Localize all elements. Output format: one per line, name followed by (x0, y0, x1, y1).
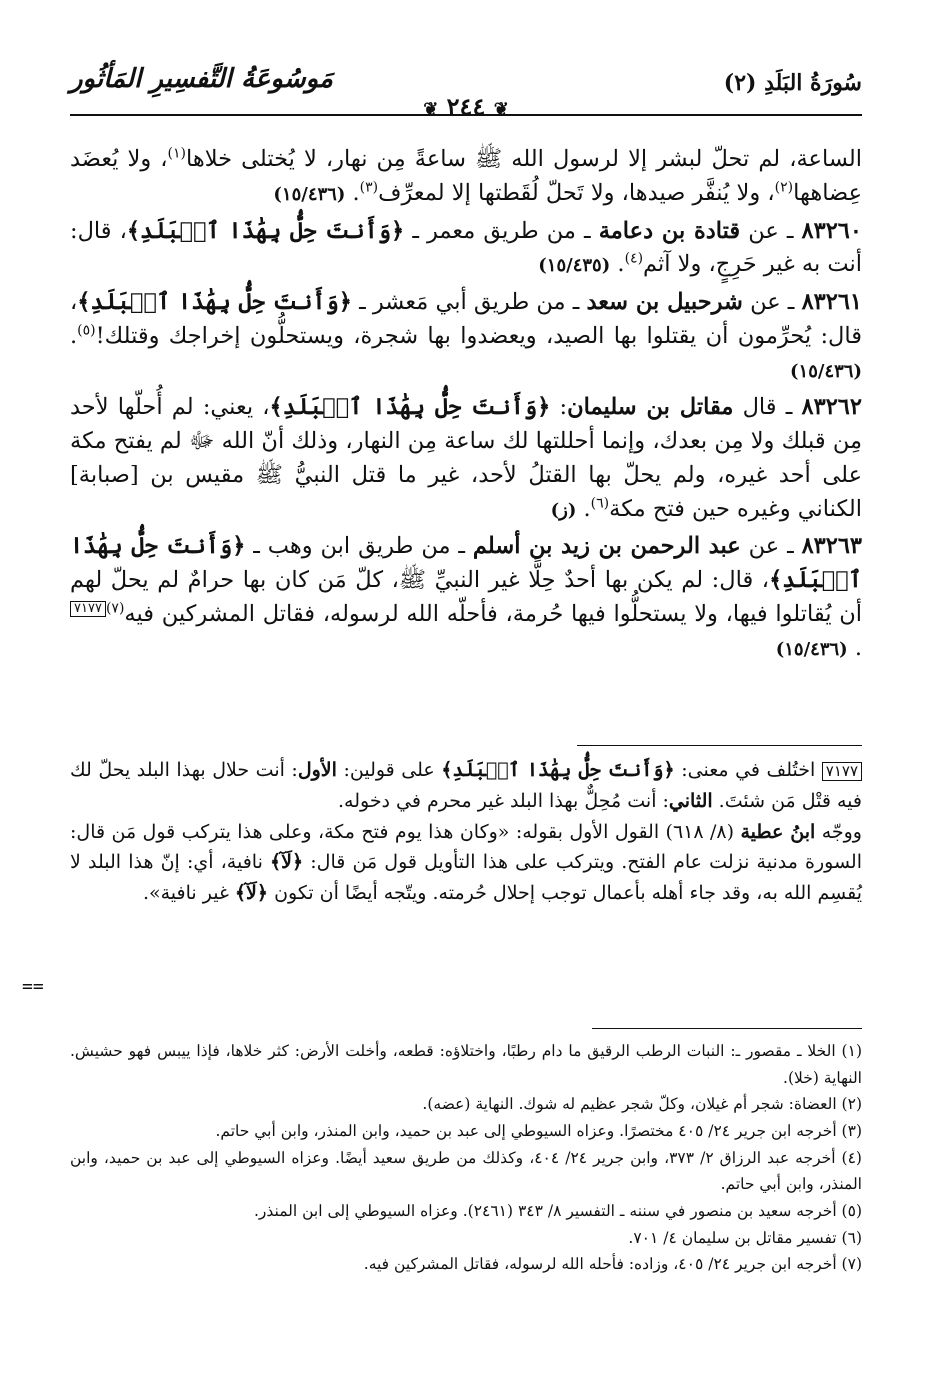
note-paragraph (70, 817, 862, 909)
text: ووجّه (815, 820, 862, 843)
text: ، ولا يُنفَّر صيدها، ولا تَحلّ لُقَطتها إلا لمعرِّف (378, 179, 775, 206)
footnote-marker: (٥) (77, 322, 96, 339)
text: ـ من طريق أبي مَعشر ـ (351, 289, 587, 315)
tarjih-notes (70, 755, 862, 909)
page-number-value: ٢٤٤ (446, 92, 486, 121)
text: نافية، أي: إنّ هذا البلد لا يُقسِم الله به، وقد جاء أهله بأعمال توجب إحلال حُرمته. ويتّجه أيضًا أن تكون (70, 851, 862, 905)
text: على قولين: (336, 759, 442, 781)
entry-number: ٨٣٢٦٣ (801, 533, 863, 560)
footnotes-divider (592, 1028, 862, 1029)
text: . (617, 251, 625, 278)
quran-word: ﴿لَآ﴾ (270, 851, 304, 874)
text: ـ عن (740, 533, 802, 560)
text: اختُلف في معنى: (674, 759, 822, 781)
narrator-name: مقاتل بن سليمان (567, 394, 734, 421)
footnote: (٦) تفسير مقاتل بن سليمان ٤/ ٧٠١. (628, 1228, 862, 1247)
text: ، يعني: لم أُحلّها لأحد مِن قبلك ولا مِن بعدك، وإنما أحللتها لك ساعة مِن النهار، وذلك أنّ الله ﷻ لم يفتح مكة على أحد غيره، ولم يحلّ بها القتلُ لأحد، غير ما قتل النبيُّ ﷺ مقيس بن [صبابة] الكناني وغيره حين فتح مكة (70, 394, 862, 522)
margin-mark: == (22, 976, 44, 997)
ornament-icon: ❦ (493, 99, 509, 120)
text: ـ من طريق معمر ـ (404, 217, 599, 244)
footnote: (٤) أخرجه عبد الرزاق ٢/ ٣٧٣، وابن جرير ٢٤/ ٤٠٤، وكذلك من طريق سعيد أيضًا. وعزاه السيوطي إلى عبد بن حميد، وابن المنذر، وابن أبي حاتم. (70, 1148, 862, 1194)
quran-word: ﴿لَآ﴾ (234, 882, 269, 905)
text: : أنت مُحِلٌّ بهذا البلد غير محرم في دخوله. (337, 789, 669, 812)
opinion-label: الأول (297, 759, 337, 781)
footnote: (٥) أخرجه سعيد بن منصور في سننه ـ التفسير ٨/ ٣٤٣ (٢٤٦١). وعزاه السيوطي إلى ابن المنذر. (253, 1201, 862, 1220)
paragraph-continuation (70, 143, 862, 211)
quran-verse: ﴿وَأَنتَ حِلُّۢ بِهَٰذَا ٱلۡبَلَدِ﴾ (77, 289, 352, 315)
athar-entry (70, 391, 862, 526)
footnote: (٧) أخرجه ابن جرير ٢٤/ ٤٠٥، وزاده: فأحله الله لرسوله، فقاتل المشركين فيه. (363, 1255, 862, 1274)
quran-verse: ﴿وَأَنتَ حِلُّۢ بِهَٰذَا ٱلۡبَلَدِ﴾ (269, 394, 551, 421)
text: (٨/ ٦١٨) القول الأول بقوله: «وكان هذا يوم فتح مكة، وعلى هذا يتركب قول مَن قال: السورة مدنية نزلت عام الفتح. ويتركب على هذا التأويل قول مَن قال: (70, 820, 862, 874)
footnote: (٢) العضاة: شجر أم غيلان، وكلّ شجر عظيم له شوك. النهاية (عضه). (422, 1095, 862, 1114)
footnotes (70, 1038, 862, 1278)
main-text (70, 143, 862, 669)
header-rule (70, 114, 862, 116)
text: ـ قال (733, 394, 802, 421)
narrator-name: قتادة بن دعامة (598, 217, 741, 244)
athar-entry (70, 286, 862, 387)
quran-verse: ﴿وَأَنتَ حِلُّۢ بِهَٰذَا ٱلۡبَلَدِ﴾ (441, 759, 675, 781)
page-number (423, 92, 509, 121)
note-box-label: ٧١٧٧ (822, 762, 862, 781)
footnote: (١) الخلا ـ مقصور ـ: النبات الرطب الرقيق ما دام رطبًا، واختلاؤه: قطعه، وأخلت الأرض: كثر خلاها، فإذا ييبس فهو حشيش. النهاية (خلا). (70, 1042, 862, 1087)
text: : (550, 394, 568, 421)
ornament-icon: ❦ (423, 99, 439, 120)
text: . (352, 179, 360, 206)
text: ـ عن (742, 289, 802, 315)
text: ، ولا يُعضَد عِضاهها (70, 146, 862, 206)
page-header (70, 62, 862, 121)
quran-verse: ﴿وَأَنتَ حِلُّۢ بِهَٰذَا ٱلۡبَلَدِ﴾ (70, 533, 862, 593)
text: . (847, 634, 862, 661)
volume-reference: (ز) (550, 499, 577, 521)
narrator-name: عبد الرحمن بن زيد بن أسلم (472, 533, 741, 560)
text: . (576, 495, 591, 522)
footnote-marker: (٦) (590, 495, 610, 511)
footnote: (٣) أخرجه ابن جرير ٢٤/ ٤٠٥ مختصرًا. وعزاه السيوطي إلى عبد بن حميد، وابن المنذر، وابن أبي حاتم. (215, 1121, 862, 1140)
text: : أنت حلال بهذا البلد يحلّ لك فيه قتْل مَن شئتَ. (70, 759, 862, 812)
note-paragraph (70, 755, 862, 817)
volume-reference: (١٥/٤٣٦) (273, 183, 346, 205)
footnote-marker: (٢) (774, 179, 794, 196)
text: . (70, 322, 78, 349)
text: ـ من طريق ابن وهب ـ (245, 533, 473, 560)
entry-number: ٨٣٢٦٠ (801, 217, 862, 244)
text: ، قال: أنت به غير حَرِجٍ، ولا آثم (70, 217, 862, 278)
scholar-name: ابنُ عطية (740, 820, 816, 843)
volume-reference: (١٥/٤٣٥) (538, 255, 611, 277)
entry-number: ٨٣٢٦١ (801, 289, 862, 315)
athar-entry (70, 530, 862, 665)
footnote-marker: (٤) (624, 250, 644, 267)
notes-divider (577, 745, 862, 746)
text: ، قال: لم يكن بها أحدٌ حِلًّا غير النبيِّ ﷺ، كلّ مَن كان بها حرامٌ لم يحلّ لهم أن يُقاتلوا فيها، ولا يستحلُّوا فيها حُرمة، فأحلّه الله لرسوله، فقاتل المشركين فيه (70, 567, 862, 627)
volume-reference: (١٥/٤٣٦) (790, 360, 862, 382)
volume-reference: (١٥/٤٣٦) (775, 638, 848, 660)
text: غير نافية». (142, 882, 235, 905)
note-box-reference[interactable]: ٧١٧٧ (70, 601, 106, 617)
opinion-label: الثاني (668, 789, 713, 812)
footnote-marker: (١) (167, 145, 186, 162)
footnote-marker: (٧) (105, 600, 125, 617)
footnote-marker: (٣) (359, 179, 379, 196)
narrator-name: شرحبيل بن سعد (586, 289, 743, 315)
series-title: مَوسُوعَةُ التَّفسِيرِ المَأثُور (70, 64, 333, 94)
text: الساعة، لم تحلّ لبشر إلا لرسول الله ﷺ ساعةً مِن نهار، لا يُختلى خلاها (186, 146, 863, 172)
text: ، قال: يُحرِّمون أن يقتلوا بها الصيد، ويعضدوا بها شجرة، ويستحلُّون إخراجك وقتلك! (70, 289, 862, 349)
sura-title: سُورَةُ البَلَدِ (٢) (723, 70, 862, 96)
text: ـ عن (740, 217, 802, 244)
athar-entry (70, 215, 862, 283)
quran-verse: ﴿وَأَنتَ حِلُّۢ بِهَٰذَا ٱلۡبَلَدِ﴾ (126, 217, 405, 244)
entry-number: ٨٣٢٦٢ (801, 394, 862, 421)
